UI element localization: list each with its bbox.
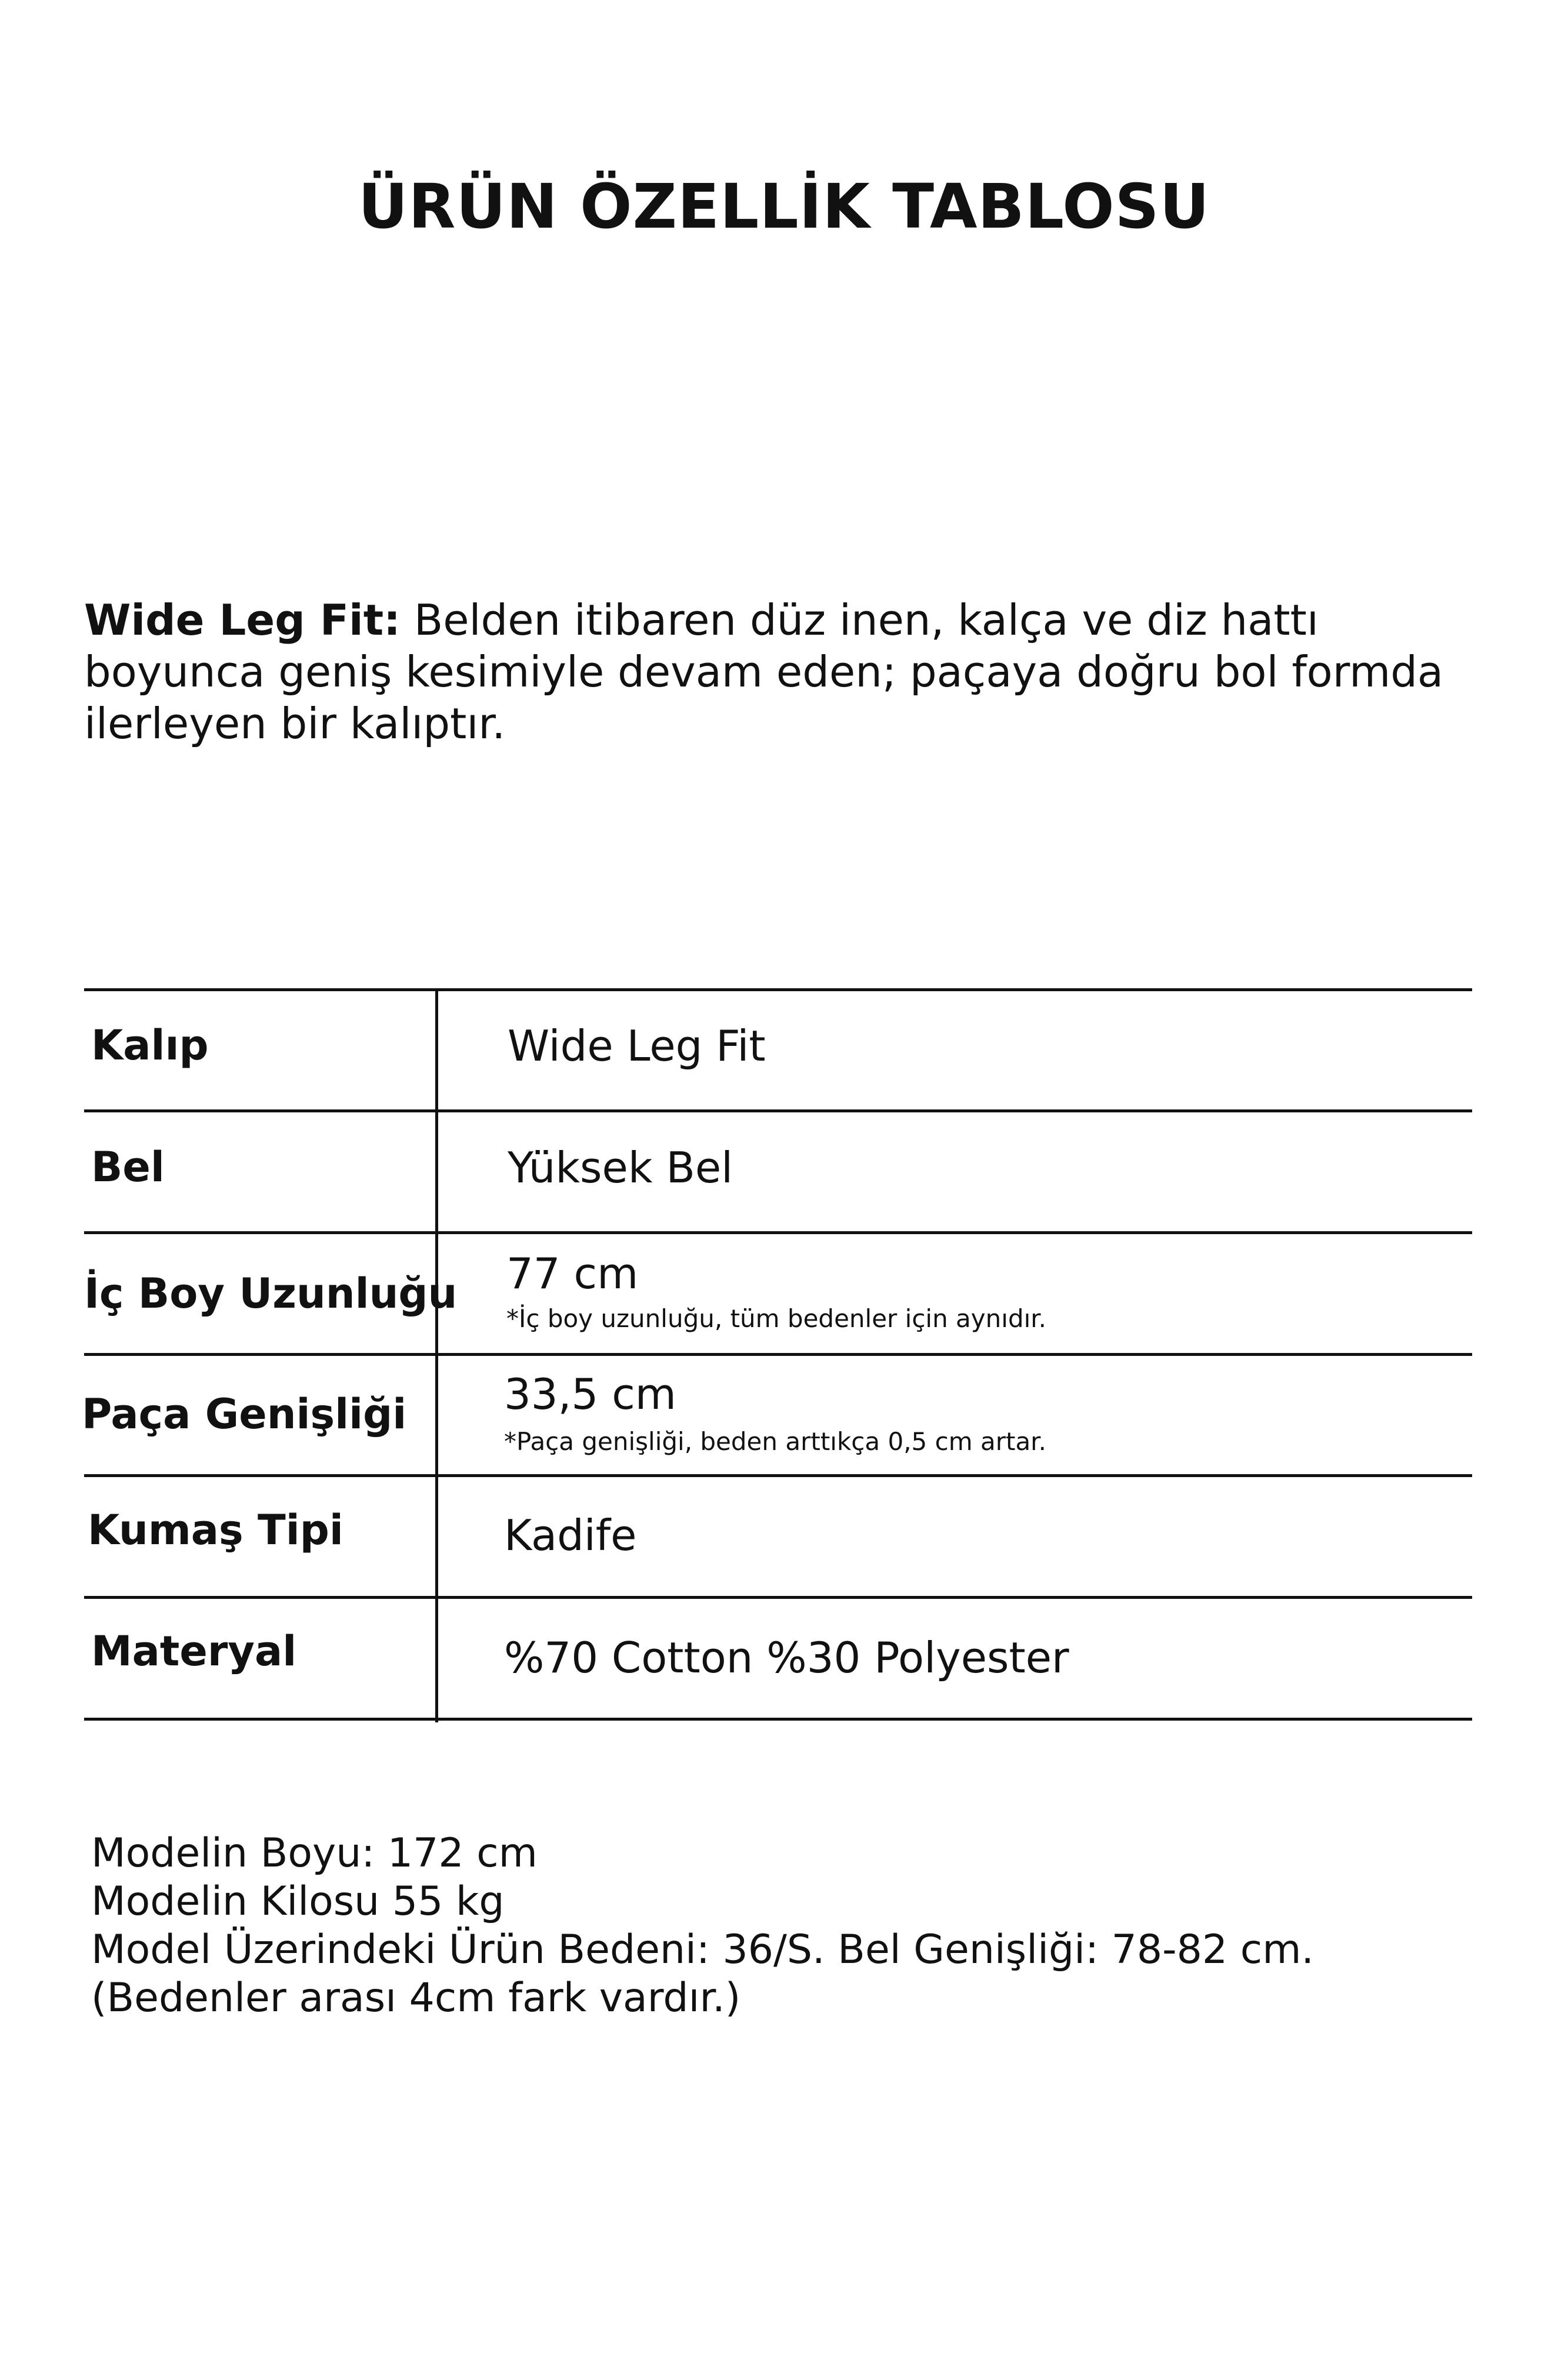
table-rule bbox=[84, 1353, 1472, 1356]
table-rule bbox=[84, 1596, 1472, 1599]
model-height: Modelin Boyu: 172 cm bbox=[91, 1830, 538, 1877]
spec-value-paca: 33,5 cm bbox=[504, 1369, 676, 1419]
table-rule bbox=[84, 1718, 1472, 1721]
spec-label-materyal: Materyal bbox=[91, 1627, 297, 1675]
spec-value-ic-boy: 77 cm bbox=[506, 1249, 639, 1298]
fit-description bbox=[84, 594, 1449, 749]
spec-label-kalip: Kalıp bbox=[91, 1021, 209, 1069]
spec-label-bel: Bel bbox=[91, 1143, 165, 1191]
model-size: Model Üzerindeki Ürün Bedeni: 36/S. Bel Genişliği: 78-82 cm. (Bedenler arası 4cm fark vardır.) bbox=[91, 1927, 1315, 2021]
spec-value-kumas: Kadife bbox=[504, 1511, 637, 1560]
table-rule bbox=[84, 988, 1472, 991]
table-rule bbox=[84, 1474, 1472, 1477]
spec-label-ic-boy: İç Boy Uzunluğu bbox=[84, 1269, 458, 1318]
spec-value-bel: Yüksek Bel bbox=[508, 1143, 733, 1192]
table-column-divider bbox=[435, 988, 438, 1722]
spec-value-kalip: Wide Leg Fit bbox=[508, 1021, 766, 1071]
model-weight: Modelin Kilosu 55 kg bbox=[91, 1878, 505, 1925]
spec-label-paca: Paça Genişliği bbox=[82, 1390, 407, 1438]
model-info bbox=[91, 1829, 1467, 2022]
spec-label-kumas: Kumaş Tipi bbox=[88, 1506, 343, 1554]
fit-description-lead: Wide Leg Fit: bbox=[84, 595, 401, 645]
fit-description-text: Belden itibaren düz inen, kalça ve diz hattı boyunca geniş kesimiyle devam eden; paçaya doğru bol formda ilerleyen bir kalıptır. bbox=[84, 595, 1444, 748]
page-title: ÜRÜN ÖZELLİK TABLOSU bbox=[358, 171, 1210, 242]
table-rule bbox=[84, 1231, 1472, 1234]
table-rule bbox=[84, 1109, 1472, 1112]
spec-note-ic-boy: *İç boy uzunluğu, tüm bedenler için aynıdır. bbox=[506, 1304, 1047, 1333]
spec-value-materyal: %70 Cotton %30 Polyester bbox=[504, 1633, 1069, 1682]
spec-note-paca: *Paça genişliği, beden arttıkça 0,5 cm artar. bbox=[504, 1427, 1046, 1456]
